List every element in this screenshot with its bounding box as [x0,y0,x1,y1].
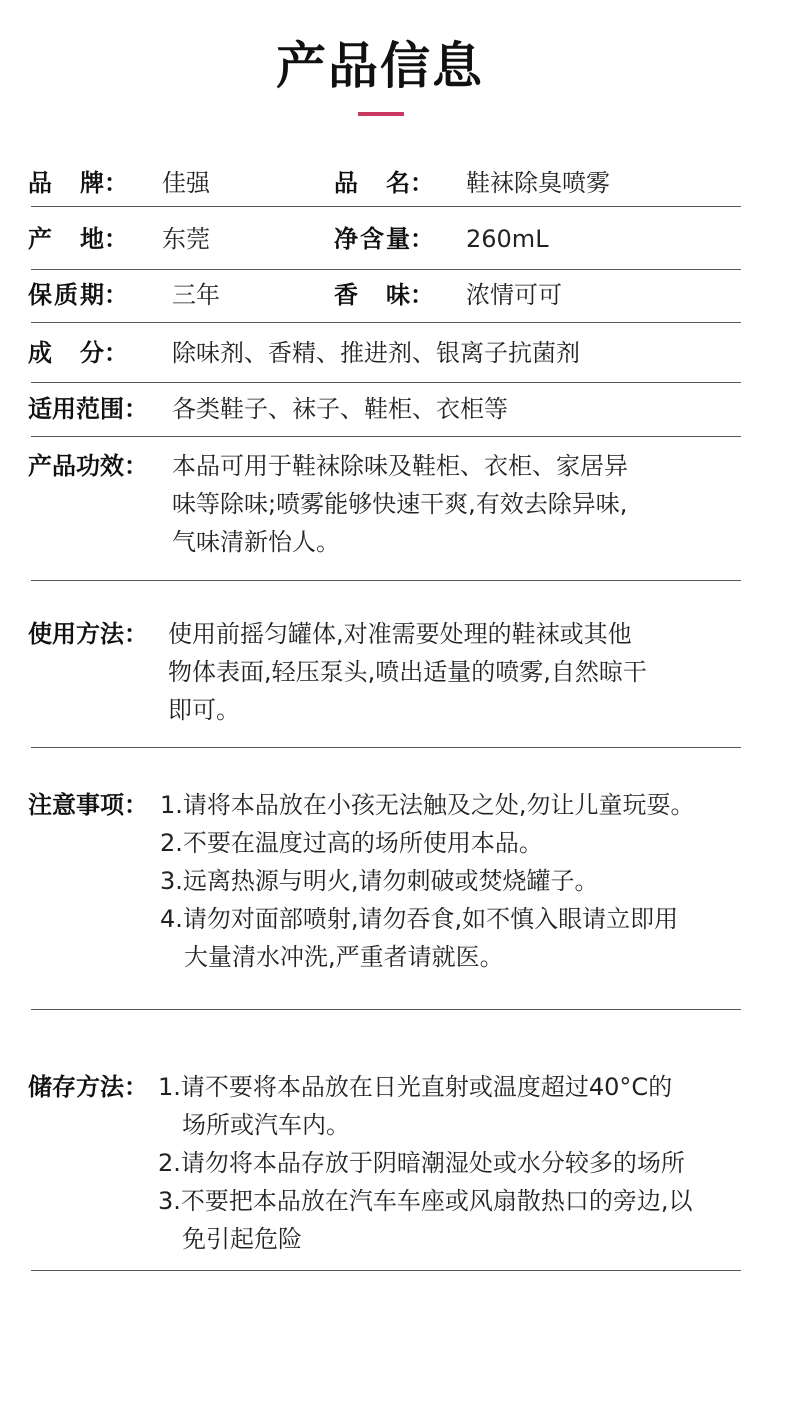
divider [31,747,741,748]
divider [31,322,741,323]
divider [31,382,741,383]
usage-label: 使用方法： [28,620,148,648]
scent-value: 浓情可可 [466,281,562,309]
scent-label: 香 味： [334,281,434,309]
usage-text: 使用前摇匀罐体,对准需要处理的鞋袜或其他 物体表面,轻压泵头,喷出适量的喷雾,自然晾干 即可。 [168,620,647,724]
divider [31,269,741,270]
effect-text: 本品可用于鞋袜除味及鞋柜、衣柜、家居异 味等除味;喷雾能够快速干爽,有效去除异味, 气味清新怡人。 [172,452,628,556]
brand-value: 佳强 [162,169,210,197]
ingredient-value: 除味剂、香精、推进剂、银离子抗菌剂 [172,339,580,367]
product-name-label: 品 名： [334,169,434,197]
divider [31,436,741,437]
net-content-value: 260mL [466,225,549,253]
divider [31,1009,741,1010]
net-content-label: 净 含 量： [334,225,434,253]
effect-label: 产品功效： [28,452,148,480]
notes-text: 1.请将本品放在小孩无法触及之处,勿让儿童玩耍。 2.不要在温度过高的场所使用本品。 3.远离热源与明火,请勿刺破或焚烧罐子。 4.请勿对面部喷射,请勿吞食,如不慎入眼请立即用 大量清水冲洗,严重者请就医。 [160,791,695,971]
title-accent-bar [358,112,404,116]
shelf-life-label: 保 质 期： [28,281,128,309]
divider [31,580,741,581]
divider [31,206,741,207]
storage-label: 储存方法： [28,1073,148,1101]
storage-text: 1.请不要将本品放在日光直射或温度超过40°C的 场所或汽车内。 2.请勿将本品存放于阴暗潮湿处或水分较多的场所 3.不要把本品放在汽车车座或风扇散热口的旁边,以 免引起危险 [158,1073,693,1253]
ingredient-label: 成 分： [28,339,128,367]
origin-label: 产 地： [28,225,128,253]
scope-label: 适用范围： [28,395,148,423]
notes-label: 注意事项： [28,791,148,819]
brand-label: 品 牌： [28,169,128,197]
scope-value: 各类鞋子、袜子、鞋柜、衣柜等 [172,395,508,423]
origin-value: 东莞 [162,225,210,253]
product-name-value: 鞋袜除臭喷雾 [466,169,610,197]
page-title: 产品信息 [276,37,484,95]
shelf-life-value: 三年 [172,281,220,309]
divider [31,1270,741,1271]
